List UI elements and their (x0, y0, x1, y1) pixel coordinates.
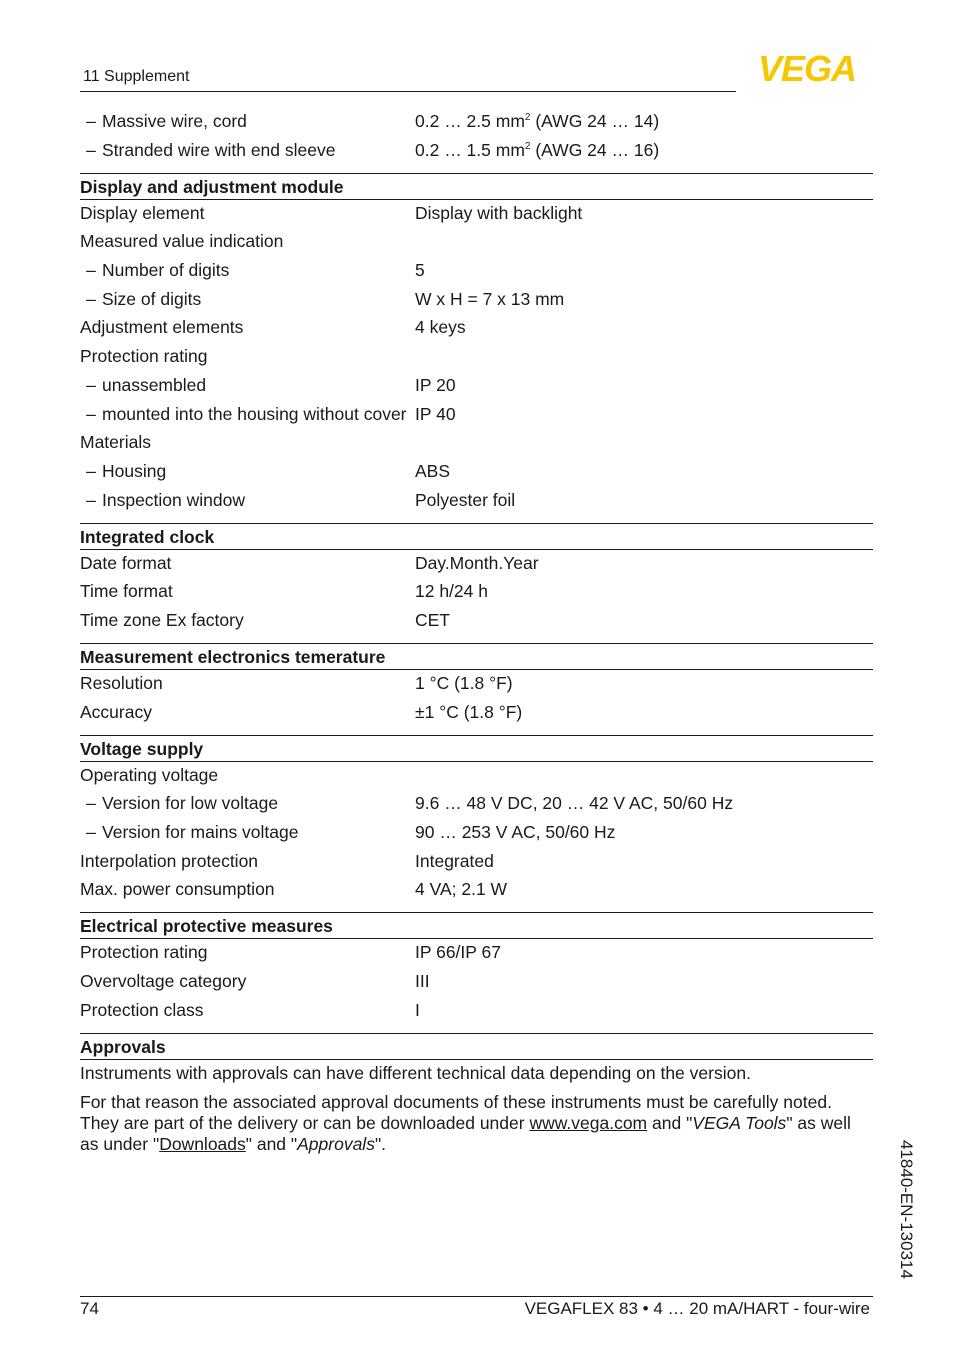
data-row (80, 879, 873, 900)
approvals-section (80, 1033, 873, 1155)
row-value: 0.2 … 1.5 $mm^2$ (AWG 24 … 16) (415, 139, 660, 160)
row-label: Interpolation protection (80, 850, 259, 871)
row-label: unassembled (102, 374, 207, 395)
row-label: Protection class (80, 999, 204, 1020)
vega-website-link[interactable]: www.vega.com (529, 1112, 648, 1133)
row-label: Housing (102, 460, 167, 481)
data-row (80, 822, 873, 843)
row-value: I (415, 999, 420, 1020)
row-value (415, 432, 873, 453)
row-label: Overvoltage category (80, 971, 247, 992)
data-row (80, 432, 873, 453)
section-title: Electrical protective measures (80, 912, 873, 939)
row-label: Materials (80, 432, 151, 453)
dash: – (86, 111, 96, 131)
dash: – (86, 288, 96, 309)
data-row (80, 851, 873, 872)
section-title: Display and adjustment module (80, 173, 873, 200)
row-label: Date format (80, 552, 172, 573)
row-value: 4 keys (415, 317, 466, 338)
data-row (80, 317, 873, 338)
row-label: Resolution (80, 672, 163, 693)
row-label: Stranded wire with end sleeve (102, 139, 336, 160)
row-value: Polyester foil (415, 489, 516, 510)
data-row (80, 231, 873, 252)
row-label: Accuracy (80, 701, 152, 722)
row-value: 90 … 253 V AC, 50/60 Hz (415, 822, 616, 842)
data-row (80, 346, 873, 367)
spec-section (80, 735, 873, 901)
row-label: Size of digits (102, 288, 202, 309)
row-label: Max. power consumption (80, 879, 275, 900)
data-row (80, 140, 873, 161)
row-value (415, 346, 873, 367)
row-label: Version for low voltage (102, 793, 279, 814)
data-row (80, 793, 873, 814)
document-number: 41840-EN-130314 (897, 1140, 916, 1279)
spec-section (80, 173, 873, 511)
sections-container (80, 173, 873, 1021)
data-row (80, 404, 873, 425)
data-row (80, 765, 873, 786)
row-value: W x H = 7 x 13 mm (415, 288, 565, 309)
spec-section (80, 643, 873, 723)
row-label: Version for mains voltage (102, 822, 299, 842)
data-row (80, 461, 873, 482)
row-value: III (415, 971, 430, 992)
page-number: 74 (80, 1299, 99, 1318)
header-section-title: 11 Supplement (83, 68, 190, 85)
row-value: IP 40 (415, 403, 456, 424)
wiring-rows (80, 111, 873, 161)
technical-data (80, 111, 873, 1163)
data-row (80, 581, 873, 602)
row-value (415, 765, 873, 786)
row-label: Time format (80, 581, 173, 602)
data-row (80, 111, 873, 132)
row-value: 9.6 … 48 V DC, 20 … 42 V AC, 50/60 Hz (415, 793, 734, 814)
row-value: Day.Month.Year (415, 552, 539, 573)
approvals-paragraph-2: For that reason the associated approval documents of these instruments must be carefully noted. They are part of the delivery or can be downloaded under www.vega.com and "VEGA Tools" as well as under "Downloads" and "Approvals". (80, 1091, 851, 1154)
dash: – (86, 822, 96, 842)
dash: – (86, 489, 96, 510)
row-value: IP 66/IP 67 (415, 942, 501, 963)
data-row (80, 260, 873, 281)
header-rule (80, 91, 736, 92)
data-row (80, 971, 873, 992)
section-title: Approvals (80, 1033, 873, 1060)
row-label: Number of digits (102, 260, 230, 281)
row-value: 4 VA; 2.1 W (415, 879, 508, 900)
row-label: Display element (80, 202, 205, 223)
row-value: ±1 °C (1.8 °F) (415, 701, 523, 722)
dash: – (86, 374, 96, 395)
data-row (80, 203, 873, 224)
data-row (80, 942, 873, 963)
dash: – (86, 460, 96, 481)
data-row (80, 553, 873, 574)
logo-text: VEGA (757, 52, 857, 84)
data-row (80, 702, 873, 723)
row-label: Time zone Ex factory (80, 609, 244, 630)
data-row (80, 610, 873, 631)
section-title: Measurement electronics temerature (80, 643, 873, 670)
row-value: Integrated (415, 850, 494, 871)
dash: – (86, 260, 96, 281)
approvals-paragraph-1: Instruments with approvals can have different technical data depending on the version. (80, 1062, 751, 1083)
section-title: Integrated clock (80, 523, 873, 550)
data-row (80, 1000, 873, 1021)
row-label: Inspection window (102, 489, 245, 510)
row-value: 1 °C (1.8 °F) (415, 672, 513, 693)
row-value: Display with backlight (415, 202, 583, 223)
row-label: Protection rating (80, 346, 208, 367)
row-label: Operating voltage (80, 764, 219, 785)
row-label: mounted into the housing without cover (102, 403, 407, 424)
row-label: Adjustment elements (80, 317, 244, 338)
row-value: CET (415, 609, 450, 630)
row-value: ABS (415, 460, 451, 481)
data-row (80, 673, 873, 694)
dash: – (86, 139, 96, 160)
row-label: Protection rating (80, 942, 208, 963)
footer-title: VEGAFLEX 83 • 4 … 20 mA/HART - four-wire (524, 1299, 870, 1318)
section-title: Voltage supply (80, 735, 873, 762)
dash: – (86, 403, 96, 424)
spec-section (80, 523, 873, 631)
row-value: 0.2 … 2.5 $mm^2$ (AWG 24 … 14) (415, 111, 660, 131)
row-label: Massive wire, cord (102, 111, 247, 131)
vega-logo (742, 52, 872, 84)
row-value: 12 h/24 h (415, 581, 488, 602)
data-row (80, 490, 873, 511)
row-value: IP 20 (415, 374, 456, 395)
spec-section (80, 912, 873, 1020)
data-row (80, 375, 873, 396)
row-label: Measured value indication (80, 231, 284, 252)
downloads-link[interactable]: Downloads (159, 1133, 246, 1154)
row-value: 5 (415, 260, 425, 281)
row-value (415, 231, 873, 252)
dash: – (86, 793, 96, 814)
footer-rule (80, 1296, 873, 1297)
data-row (80, 289, 873, 310)
